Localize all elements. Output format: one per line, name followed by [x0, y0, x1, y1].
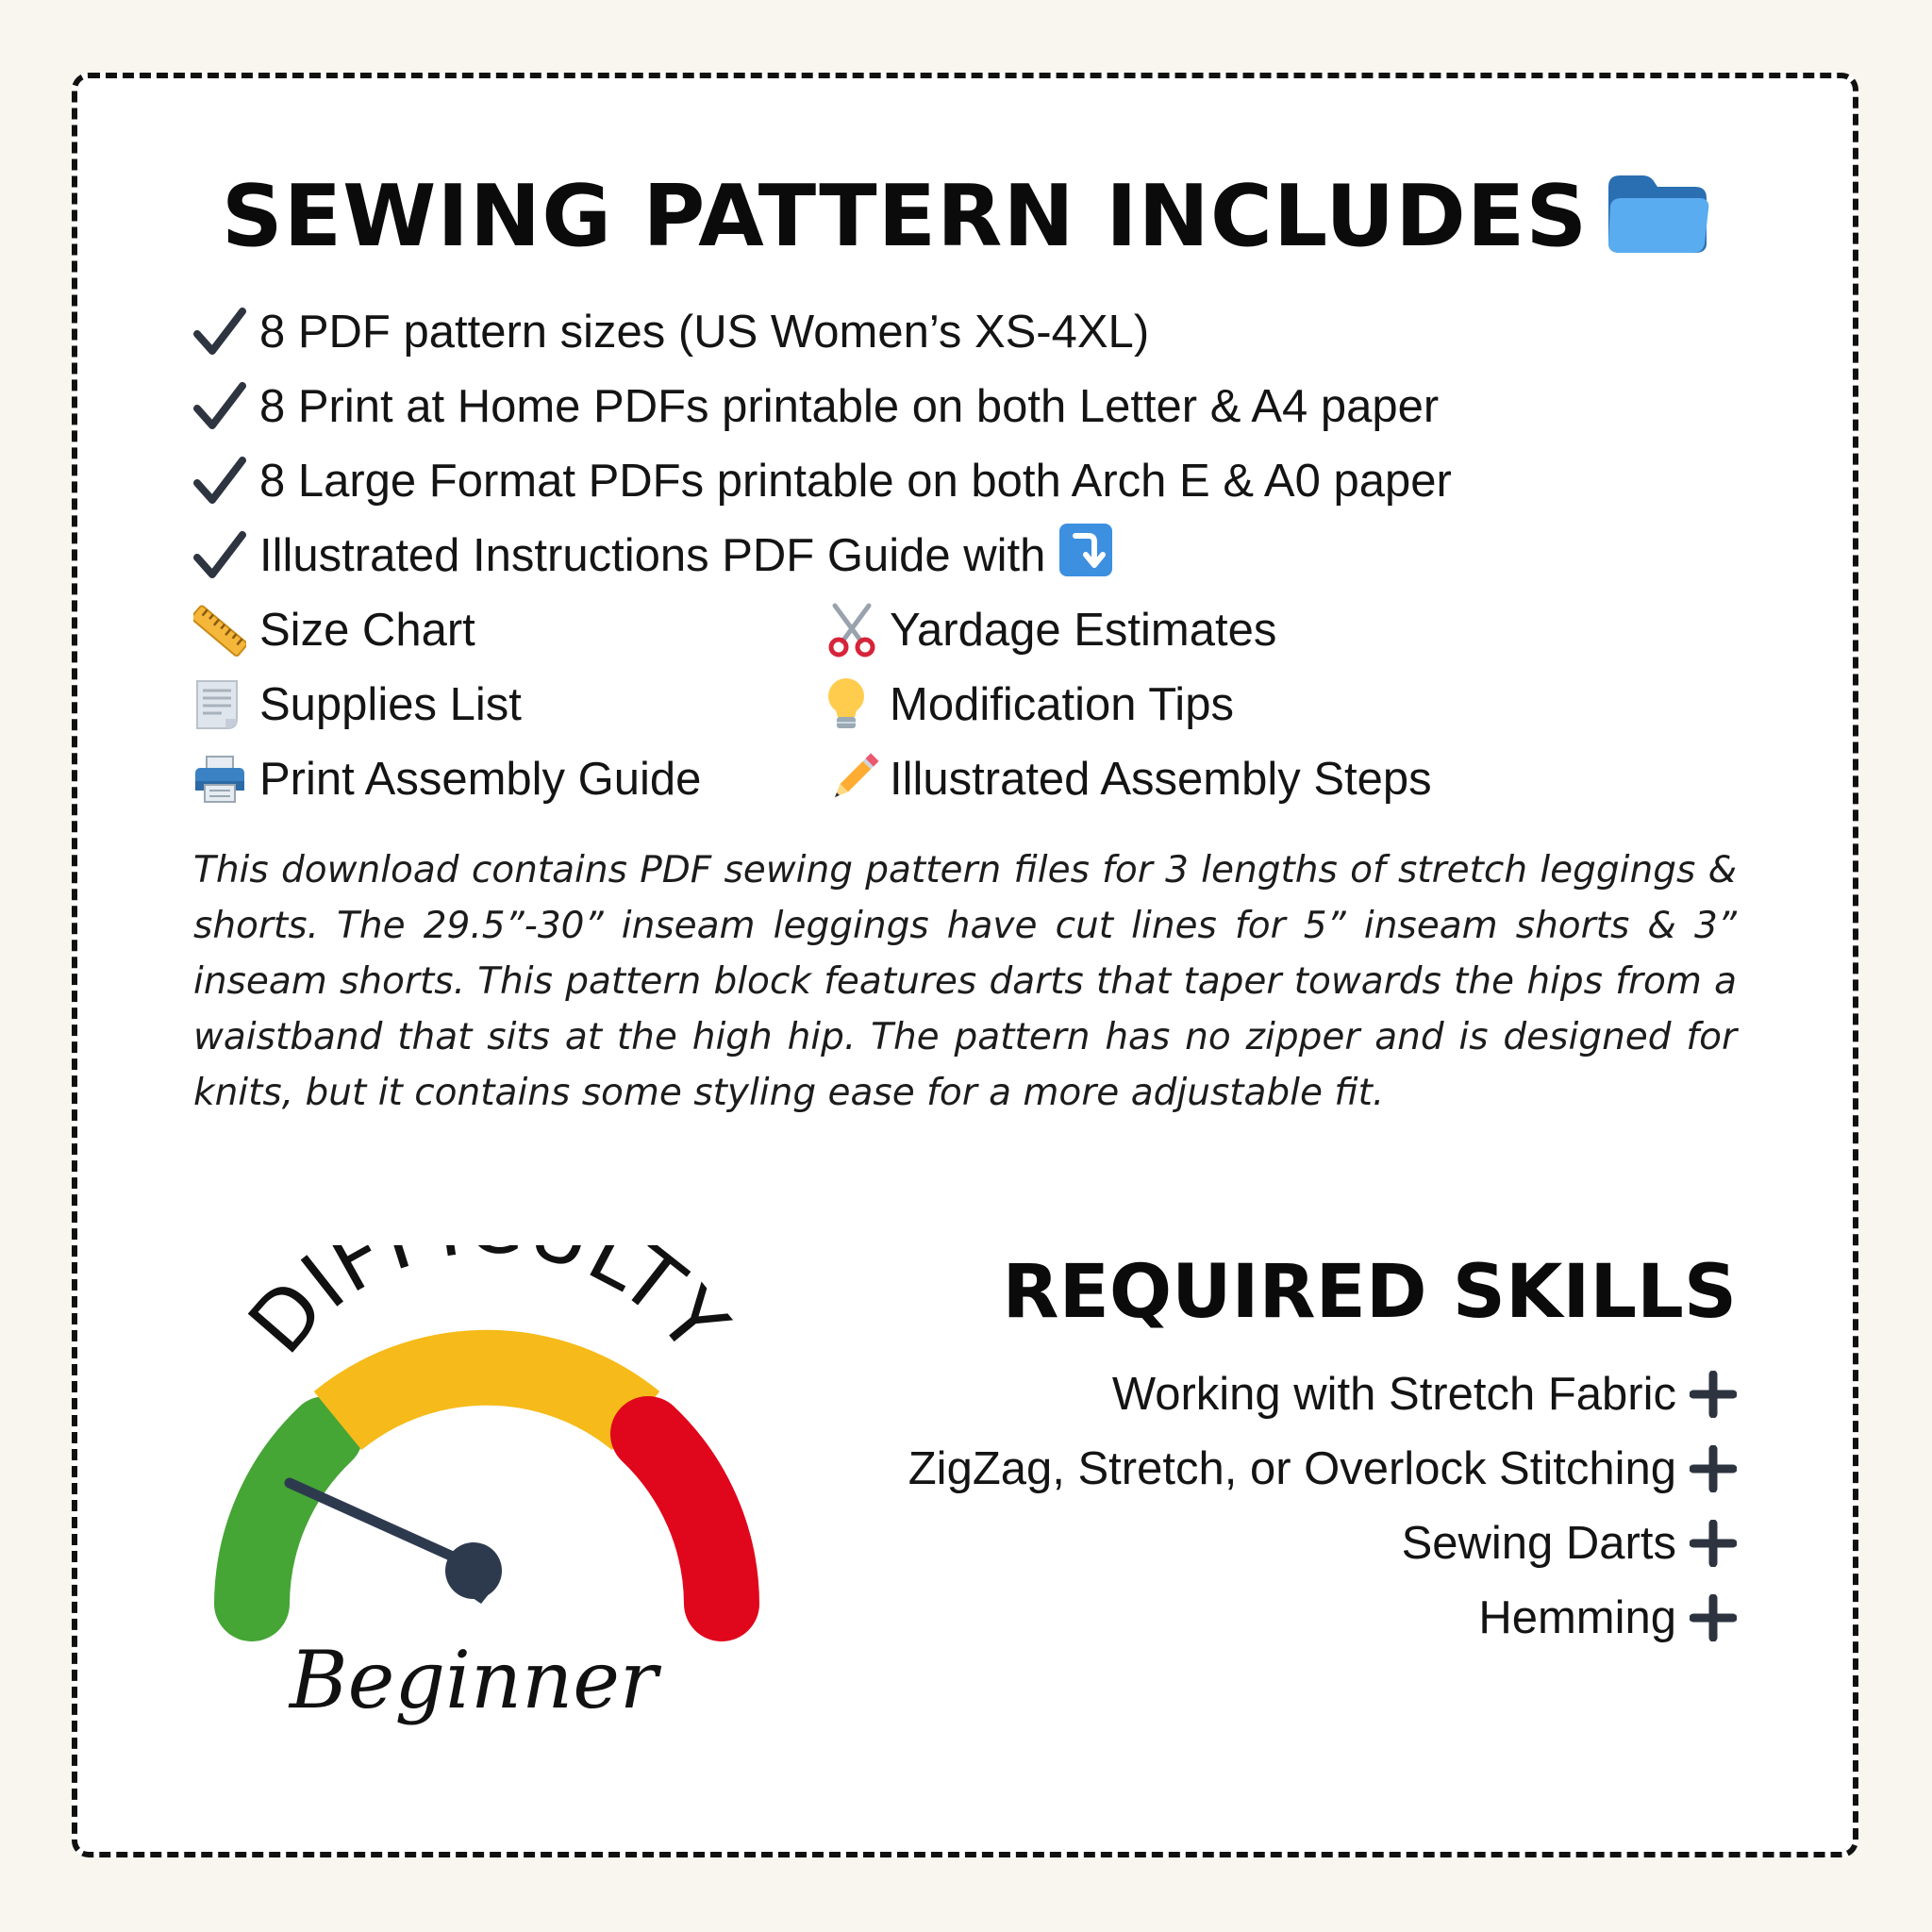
guide-item-supplies	[193, 667, 522, 741]
checklist-item	[193, 369, 1759, 443]
scissors-icon	[824, 602, 890, 658]
guide-contents	[193, 592, 1608, 816]
plus-icon	[1690, 1445, 1737, 1492]
skill-item	[699, 1506, 1737, 1580]
checklist-item	[193, 294, 1759, 369]
guide-item-size-chart	[193, 592, 475, 667]
checklist	[193, 294, 1759, 592]
checklist-text: 8 PDF pattern sizes (US Women’s XS-4XL)	[259, 306, 1150, 358]
guide-row	[193, 592, 1608, 667]
guide-item-label: Size Chart	[259, 604, 475, 656]
plus-icon	[1690, 1371, 1737, 1418]
guide-item-label: Illustrated Assembly Steps	[890, 753, 1432, 805]
pattern-description: This download contains PDF sewing pattern files for 3 lengths of stretch leggings & shorts. The 29.5”-30” inseam leggings have cut lines for 5” inseam shorts & 3” inseam shorts. This pattern block features darts that taper towards the hips from a waistband that sits at the high hip. The pattern has no zipper and is designed for knits, but it contains some styling ease for a more adjustable fit.	[193, 849, 1737, 1114]
plus-icon	[1690, 1594, 1737, 1641]
gauge-needle	[290, 1483, 502, 1604]
page-title	[0, 165, 1932, 278]
guide-item-label: Print Assembly Guide	[259, 753, 702, 805]
skill-label: Hemming	[1478, 1591, 1676, 1643]
checklist-item	[193, 443, 1759, 518]
receipt-icon	[193, 677, 259, 732]
checklist-text: Illustrated Instructions PDF Guide with	[259, 529, 1046, 581]
skill-item	[699, 1431, 1737, 1506]
skills-list	[699, 1357, 1737, 1655]
guide-item-assembly-steps	[824, 741, 1432, 816]
guide-item-print-assembly	[193, 741, 701, 816]
folder-icon	[1605, 170, 1710, 278]
skill-item	[699, 1357, 1737, 1431]
gauge-segment-green	[252, 1434, 325, 1604]
skill-label: Working with Stretch Fabric	[1111, 1368, 1676, 1420]
title-text: SEWING PATTERN INCLUDES	[221, 167, 1589, 266]
ruler-icon	[193, 604, 259, 657]
lightbulb-icon	[824, 675, 890, 734]
guide-row	[193, 741, 1608, 816]
guide-item-modification	[824, 667, 1234, 741]
skill-label: ZigZag, Stretch, or Overlock Stitching	[908, 1442, 1676, 1494]
gauge-segment-yellow	[338, 1368, 636, 1421]
guide-item-label: Supplies List	[259, 678, 522, 730]
check-icon	[193, 531, 259, 580]
guide-item-label: Yardage Estimates	[890, 604, 1277, 656]
skill-item	[699, 1580, 1737, 1655]
check-icon	[193, 457, 259, 506]
skills-heading: REQUIRED SKILLS	[1002, 1250, 1737, 1335]
difficulty-gauge	[208, 1245, 774, 1740]
difficulty-heading: DIF LTY	[230, 1245, 746, 1373]
plus-icon	[1690, 1520, 1737, 1567]
skill-label: Sewing Darts	[1401, 1517, 1676, 1569]
pencil-icon	[824, 750, 890, 808]
checklist-item	[193, 518, 1759, 592]
check-icon	[193, 382, 259, 431]
guide-item-label: Modification Tips	[890, 678, 1234, 730]
checklist-text: 8 Print at Home PDFs printable on both Letter & A4 paper	[259, 380, 1440, 432]
difficulty-level: Beginner	[289, 1634, 658, 1726]
checklist-text: 8 Large Format PDFs printable on both Arch E & A0 paper	[259, 455, 1452, 507]
arrow-down-icon	[1058, 523, 1113, 589]
guide-item-yardage	[824, 592, 1276, 667]
printer-icon	[193, 753, 259, 806]
guide-row	[193, 667, 1608, 741]
check-icon	[193, 308, 259, 357]
